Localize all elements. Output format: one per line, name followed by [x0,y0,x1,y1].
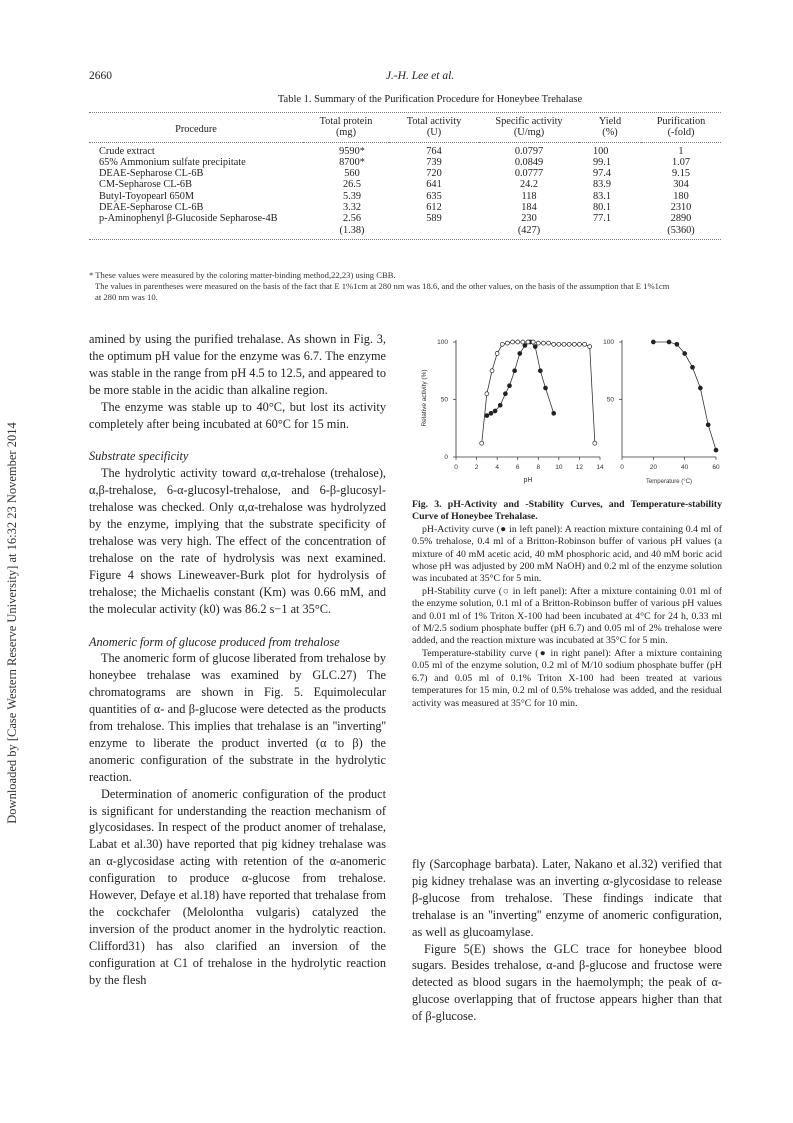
open-point [547,341,551,345]
paragraph: The enzyme was stable up to 40°C, but lost its activity completely after being incubated at 60°C for 15 min. [89,399,386,431]
x-tick-label: 14 [596,464,604,471]
y-tick-label: 50 [440,396,448,404]
y-tick-label: 50 [606,396,614,404]
filled-point [533,345,537,349]
table-cell: 720 [426,168,442,180]
open-point [577,342,581,346]
column-header: Total activity (U) [389,116,479,142]
filled-point [513,369,517,373]
column-header: Yield (%) [579,116,641,142]
table-cell: 2.56 [342,213,362,225]
series-line [482,342,595,443]
table-row [89,202,721,213]
table-cell: 5.39 [342,190,362,202]
table-cell: 635 [426,190,442,202]
table-cell: 3.32 [342,202,362,214]
footnote-2: The values in parentheses were measured on the basis of the fact that E 1%1cm at 280 nm was 18.6, and the other values, on the basis of the assumption that E 1%1cm [95,281,670,291]
y-tick-label: 100 [437,339,448,346]
filled-point [503,392,507,396]
x-tick-label: 6 [515,464,520,471]
table-cell: (427) [517,224,541,236]
table-cell: 230 [521,213,537,225]
open-point [511,340,515,344]
figure-caption [412,499,722,710]
open-point [480,441,484,445]
series-line [653,342,716,450]
table-cell: 304 [673,179,689,191]
table-cell: 1 [678,145,684,157]
open-point [500,342,504,346]
table-cell: 739 [426,156,442,168]
table-row [89,142,721,157]
paragraph: The hydrolytic activity toward α,α-trehalose (trehalose), α,β-trehalose, 6-α-glucosyl-trehalose, and 6-β-glucosyl-trehalose was checked. Only α,α-trehalose was hydrolyzed by the enzyme, implying that the substrate specificity of trehalose was very high. The effect of the concentration of trehalose on the rate of hydrolysis was next examined. Figure 4 shows Lineweaver-Burk plot for hydrolysis of trehalose; the Michaelis constant (Km) was 0.66 mM, and the molecular activity (k0) was 86.2 s−1 at 35°C. [89,466,386,616]
filled-point [543,386,547,390]
open-point [505,341,509,345]
table-cell: DEAE-Sepharose CL-6B [99,168,204,180]
filled-point [698,386,702,390]
xlabel: pH [523,477,533,484]
open-point [526,340,530,344]
table-header-row [89,116,721,142]
table-cell: (1.38) [339,224,365,236]
table-cell: 0.0797 [514,145,544,157]
table-cell: 0.0777 [514,168,544,180]
filled-point [538,369,542,373]
left-panel [421,339,604,484]
table-row [89,213,721,224]
y-tick-label: 100 [603,339,614,346]
open-point [536,341,540,345]
table-cell: 2890 [670,213,692,225]
table-cell: 97.4 [593,168,612,180]
table-cell: 612 [426,202,442,214]
figure-caption-paragraph: pH-Stability curve (○ in left panel): After a mixture containing 0.01 ml of the enzyme solution, 0.1 ml of a Britton-Robinson buffer of various pH values and 0.01 ml of 1% Triton X-100 had been incubated at 4°C for 24 h, 0.33 ml of M/2.5 sodium phosphate buffer (pH 6.7) and 0.05 ml of 2% trehalose were added, and the reaction mixture was incubated at 35°C for 5 min. [412,585,722,647]
table-cell: 65% Ammonium sulfate precipitate [99,156,246,168]
column-header: Purification (-fold) [641,116,721,142]
open-point [567,342,571,346]
x-tick-label: 10 [555,464,563,471]
section-heading: Anomeric form of glucose produced from trehalose [89,634,340,649]
filled-point [518,352,522,356]
table-cell: 26.5 [342,179,362,191]
table-cell: 764 [426,145,442,157]
open-point [485,392,489,396]
open-point [541,341,545,345]
table-cell: DEAE-Sepharose CL-6B [99,202,204,214]
table-cell: Butyl-Toyopearl 650M [99,190,195,202]
page-number: 2660 [89,70,112,82]
x-tick-label: 2 [474,464,479,471]
open-point [593,441,597,445]
footnote-3: at 280 nm was 10. [95,292,158,302]
filled-point [507,384,511,388]
table-cell [389,225,479,236]
filled-point [489,411,493,415]
figure-caption-paragraph: pH-Activity curve (● in left panel): A reaction mixture containing 0.4 ml of 0.5% trehalose, 0.4 ml of a Britton-Robinson buffer of various pH values (a mixture of 40 mM acetic acid, 40 mM phosphoric acid, and 40 mM boric acid whose pH was adjusted by 200 mM NaOH) and 0.2 ml of the enzyme solution was incubated at 35°C for 5 min. [412,523,722,585]
open-point [495,352,499,356]
table-row [89,168,721,179]
open-point [562,342,566,346]
table-cell: 77.1 [593,213,612,225]
table-cell: 641 [426,179,442,191]
figure-caption-title: Fig. 3. pH-Activity and -Stability Curves, and Temperature-stability Curve of Honeybee Trehalase. [412,499,722,523]
figure-3 [412,330,732,490]
table-cell: 9590* [339,145,365,157]
x-tick-label: 0 [620,464,624,471]
left-column [89,331,386,989]
filled-point [667,340,671,344]
table-1 [89,112,721,241]
paragraph: Figure 5(E) shows the GLC trace for honeybee blood sugars. Besides trehalose, α-and β-glucose and fructose were detected as blood sugars in the haemolymph; the peak of α-glucose overlapping that of fructose appears higher than that of β-glucose. [412,941,722,1024]
table-cell: 99.1 [593,156,612,168]
table-cell: 184 [521,202,537,214]
x-tick-label: 4 [495,464,499,471]
table-cell: 100 [593,145,609,157]
paragraph: Determination of anomeric configuration of the product is significant for understanding the reaction mechanism of glycosidases. In respect of the product anomer of trehalase, Labat et al.30) have reported that pig kidney trehalase was an α-glycosidase acting with retention of the α-anomeric configuration to produce α-glucose from trehalose. However, Defaye et al.18) have reported that trehalase from the cockchafer (Melolontha vulgaris) catalyzed the inversion of the product anomer in the hydrolytic reaction. Clifford31) has also clarified an inversion of the configuration at C1 of trehalose in the hydrolytic reaction by the flesh [89,786,386,987]
open-point [583,342,587,346]
filled-point [691,365,695,369]
x-tick-label: 0 [454,464,458,471]
table-cell: CM-Sepharose CL-6B [99,179,192,191]
table-cell: 83.1 [593,190,612,202]
x-tick-label: 20 [649,464,657,471]
table-cell: 118 [521,190,537,202]
table-cell: (5360) [667,224,695,236]
filled-point [493,409,497,413]
table-cell: 589 [426,213,442,225]
open-point [516,340,520,344]
right-panel [603,339,720,485]
column-header: Total protein (mg) [303,116,389,142]
filled-point [714,448,718,452]
table-row [89,179,721,190]
x-tick-label: 40 [681,464,689,471]
table-cell: 560 [344,168,360,180]
xlabel: Temperature (°C) [645,479,693,485]
table-cell: 9.15 [671,168,691,180]
table-cell: p-Aminophenyl β-Glucoside Sepharose-4B [99,213,278,225]
column-header: Procedure [89,116,303,142]
table-row [89,157,721,168]
footnote-1: * These values were measured by the coloring matter-binding method,22,23) using CBB. [89,270,396,280]
ylabel: Relative activity (%) [421,369,428,427]
column-header: Specific activity (U/mg) [479,116,579,142]
table-cell: Crude extract [99,145,155,157]
table-cell: 0.0849 [514,156,544,168]
filled-point [675,342,679,346]
table-cell [89,225,303,236]
filled-point [498,403,502,407]
filled-point [683,352,687,356]
right-column [412,856,722,1025]
table-row [89,191,721,202]
filled-point [485,414,489,418]
x-tick-label: 60 [712,464,720,471]
download-watermark: Downloaded by [Case Western Reserve University] at 16:32 23 November 2014 [5,422,19,824]
paragraph: fly (Sarcophage barbata). Later, Nakano et al.32) verified that pig kidney trehalase was an inverting α-glycosidase to release β-glucose from trehalose. These findings indicate that trehalase is an ''inverting'' enzyme of anomeric configuration, as well as glucoamylase. [412,857,722,939]
table-row [89,225,721,236]
open-point [490,369,494,373]
filled-point [552,411,556,415]
table-cell: 180 [673,190,689,202]
table-footnotes [89,270,729,303]
table-cell [579,225,641,236]
table-caption: Table 1. Summary of the Purification Procedure for Honeybee Trehalase [277,94,583,105]
filled-point [651,340,655,344]
running-title: J.-H. Lee et al. [385,70,455,82]
figure-caption-paragraph: Temperature-stability curve (● in right panel): After a mixture containing 0.05 ml of the enzyme solution, 0.2 ml of M/10 sodium phosphate buffer (pH 6.7) and 0.05 ml of 0.1% Triton X-100 had been treated at various temperatures for 15 min, 0.2 ml of 0.5% trehalose was added, and the residual activity was measured at 35°C for 10 min. [412,647,722,709]
section-heading: Substrate specificity [89,449,189,464]
y-tick-label: 0 [444,454,448,461]
table-cell: 8700* [339,156,365,168]
open-point [521,340,525,344]
table-cell: 83.9 [593,179,612,191]
open-point [552,342,556,346]
filled-point [706,423,710,427]
table-cell: 24.2 [519,179,539,191]
table-cell: 80.1 [593,202,612,214]
x-tick-label: 12 [575,464,584,471]
open-point [588,345,592,349]
open-point [531,340,535,344]
open-point [572,342,576,346]
x-tick-label: 8 [536,464,541,471]
table-cell: 1.07 [671,156,691,168]
paragraph: amined by using the purified trehalase. As shown in Fig. 3, the optimum pH value for the enzyme was 6.7. The enzyme was stable in the range from pH 4.5 to 12.5, and appeared to be more stable in the acidic than alkaline region. [89,332,386,397]
open-point [557,342,561,346]
table-cell: 2310 [670,202,692,214]
paragraph: The anomeric form of glucose liberated from trehalose by honeybee trehalase was examined by GLC.27) The chromatograms are shown in Fig. 5. Equimolecular quantities of α- and β-glucose were detected as the products from trehalose. This implies that trehalase is an ''inverting'' enzyme to liberate the product inverted (α to β) the anomeric configuration of the substrate in the hydrolytic reaction. [89,651,386,784]
